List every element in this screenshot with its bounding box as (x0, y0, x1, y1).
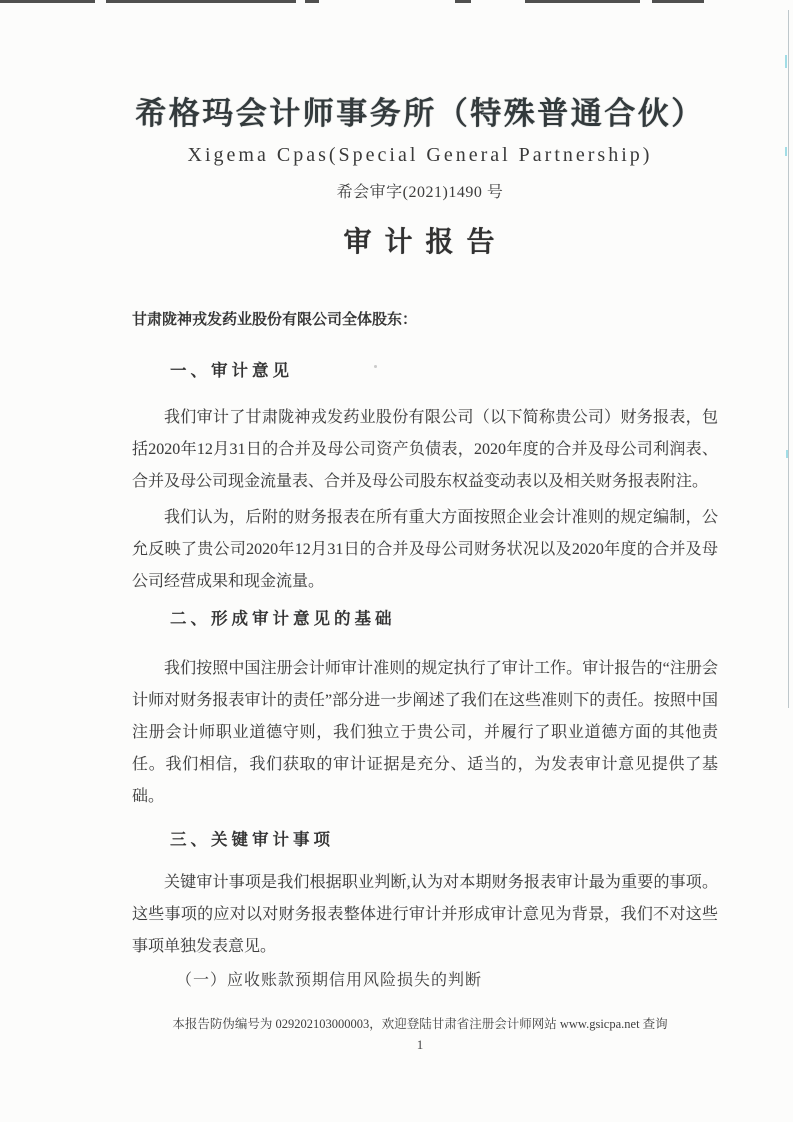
scan-artifact-top-edge (0, 0, 95, 3)
section-heading-audit-opinion: 一、审计意见 (170, 361, 293, 380)
scan-artifact-top-edge (652, 0, 704, 3)
section-heading-basis-for-opinion: 二、形成审计意见的基础 (170, 609, 396, 628)
subheading-receivables-credit-risk: （一）应收账款预期信用风险损失的判断 (176, 972, 483, 989)
scan-artifact-tick (786, 450, 788, 458)
paragraph-key-audit-matters: 关键审计事项是我们根据职业判断,认为对本期财务报表审计最为重要的事项。这些事项的应对以对财务报表整体进行审计并形成审计意见为背景，我们不对这些事项单独发表意见。 (132, 874, 718, 955)
scan-artifact-top-edge (305, 0, 319, 3)
firm-name-english: Xigema Cpas(Special General Partnership) (187, 144, 653, 166)
document-number: 希会审字(2021)1490 号 (336, 184, 504, 201)
anti-counterfeit-note: 本报告防伪编号为 029202103000003，欢迎登陆甘肃省注册会计师网站 www.gsicpa.net 查询 (172, 1017, 668, 1031)
addressee-line: 甘肃陇神戎发药业股份有限公司全体股东： (132, 312, 418, 328)
paragraph-basis-for-opinion: 我们按照中国注册会计师审计准则的规定执行了审计工作。审计报告的“注册会计师对财务报表审计的责任”部分进一步阐述了我们在这些准则下的责任。按照中国注册会计师职业道德守则，我们独立于贵公司，并履行了职业道德方面的其他责任。我们相信，我们获取的审计证据是充分、适当的，为发表审计意见提供了基础。 (132, 660, 718, 805)
firm-name-chinese: 希格玛会计师事务所（特殊普通合伙） (135, 96, 705, 131)
page-number: 1 (416, 1037, 424, 1052)
section-heading-key-audit-matters: 三、关键审计事项 (170, 830, 334, 849)
scan-artifact-top-edge (106, 0, 296, 3)
report-title: 审 计 报 告 (343, 227, 497, 258)
paragraph-opinion-scope: 我们审计了甘肃陇神戎发药业股份有限公司（以下简称贵公司）财务报表，包括2020年12月31日的合并及母公司资产负债表，2020年度的合并及母公司利润表、合并及母公司现金流量表、合并及母公司股东权益变动表以及相关财务报表附注。 (132, 409, 718, 490)
scan-artifact-top-edge (455, 0, 471, 3)
scan-artifact-tick (785, 55, 787, 68)
scan-artifact-top-edge (525, 0, 640, 3)
paragraph-opinion-statement: 我们认为，后附的财务报表在所有重大方面按照企业会计准则的规定编制，公允反映了贵公司2020年12月31日的合并及母公司财务状况以及2020年度的合并及母公司经营成果和现金流量。 (132, 509, 718, 590)
